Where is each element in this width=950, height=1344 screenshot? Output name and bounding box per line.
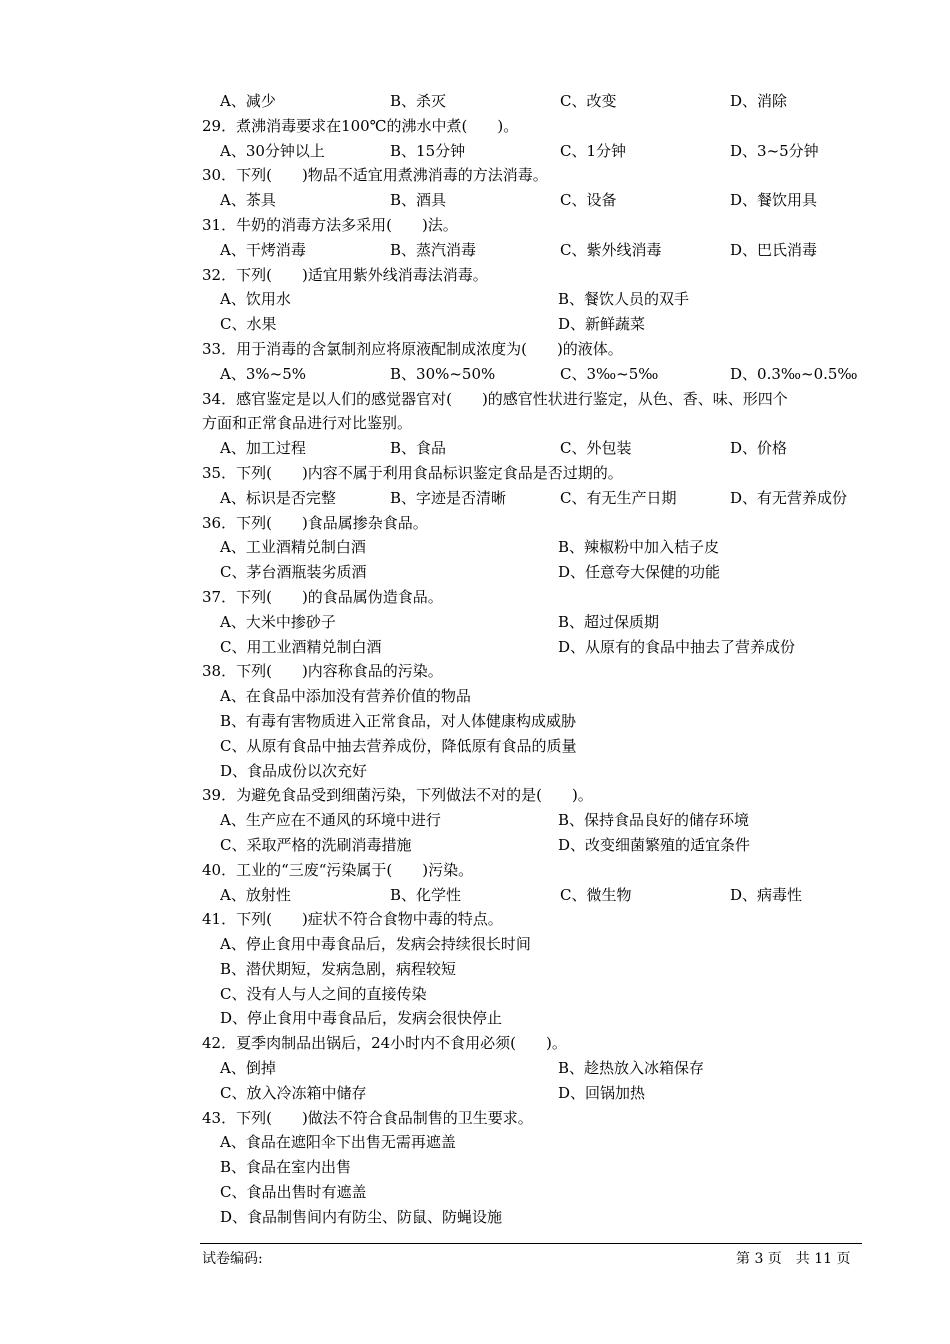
option-line: D、食品成份以次充好 xyxy=(220,761,368,780)
option-choice: A、标识是否完整 xyxy=(220,488,336,507)
question-text: 35．下列( )内容不属于利用食品标识鉴定食品是否过期的。 xyxy=(202,463,623,482)
option-choice: C、改变 xyxy=(560,92,617,110)
option-line: C、从原有食品中抽去营养成份，降低原有食品的质量 xyxy=(220,736,577,755)
option-line: C、食品出售时有遮盖 xyxy=(220,1183,367,1202)
options-row xyxy=(202,89,862,114)
options-row xyxy=(202,312,862,337)
option-choice: D、回锅加热 xyxy=(558,1083,646,1102)
option-line: A、停止食用中毒食品后，发病会持续很长时间 xyxy=(220,935,531,954)
option-choice: A、生产应在不通风的环境中进行 xyxy=(220,811,441,830)
option-choice: D、病毒性 xyxy=(730,885,803,904)
option-choice: B、辣椒粉中加入桔子皮 xyxy=(558,538,720,557)
option-choice: C、茅台酒瓶装劣质酒 xyxy=(220,563,367,582)
option-choice: B、15分钟 xyxy=(390,141,466,160)
question-text: 34．感官鉴定是以人们的感觉器官对( )的感官性状进行鉴定，从色、香、味、形四个 xyxy=(202,389,788,408)
question-text: 37．下列( )的食品属伪造食品。 xyxy=(202,587,443,606)
option-choice: A、大米中掺砂子 xyxy=(220,612,336,631)
option-choice: C、设备 xyxy=(560,191,617,210)
option-choice: B、杀灭 xyxy=(390,92,447,110)
question-text: 33．用于消毒的含氯制剂应将原液配制成浓度为( )的液体。 xyxy=(202,339,623,358)
options-row xyxy=(202,833,862,858)
option-choice: D、3~5分钟 xyxy=(730,141,819,160)
options-row xyxy=(202,188,862,213)
options-row xyxy=(202,535,862,560)
option-choice: C、1分钟 xyxy=(560,141,627,160)
options-row xyxy=(202,486,862,511)
question-text: 41．下列( )症状不符合食物中毒的特点。 xyxy=(202,910,503,929)
option-choice: D、价格 xyxy=(730,439,788,458)
option-choice: A、茶具 xyxy=(220,191,276,210)
options-row xyxy=(202,610,862,635)
option-choice: B、蒸汽消毒 xyxy=(390,240,477,259)
option-choice: B、酒具 xyxy=(390,191,447,210)
option-choice: A、加工过程 xyxy=(220,439,306,458)
question-text: 29．煮沸消毒要求在100℃的沸水中煮( )。 xyxy=(202,116,519,135)
option-choice: D、改变细菌繁殖的适宜条件 xyxy=(558,835,751,854)
options-row xyxy=(202,436,862,461)
option-choice: B、超过保质期 xyxy=(558,612,660,631)
option-line: D、食品制售间内有防尘、防鼠、防蝇设施 xyxy=(220,1207,503,1226)
question-text: 方面和正常食品进行对比鉴别。 xyxy=(202,414,413,433)
question-list xyxy=(202,89,862,1230)
option-choice: C、3‰~5‰ xyxy=(560,364,659,383)
option-choice: A、干烤消毒 xyxy=(220,240,306,259)
option-choice: D、餐饮用具 xyxy=(730,191,818,210)
option-choice: D、任意夸大保健的功能 xyxy=(558,563,721,582)
options-row xyxy=(202,883,862,908)
option-choice: D、0.3‰~0.5‰ xyxy=(730,364,858,383)
option-choice: A、倒掉 xyxy=(220,1059,276,1078)
option-choice: A、减少 xyxy=(220,92,276,110)
option-choice: D、有无营养成份 xyxy=(730,488,848,507)
question-text: 36．下列( )食品属掺杂食品。 xyxy=(202,513,428,532)
question-text: 32．下列( )适宜用紫外线消毒法消毒。 xyxy=(202,265,488,284)
options-row xyxy=(202,1081,862,1106)
options-row xyxy=(202,287,862,312)
option-choice: D、从原有的食品中抽去了营养成份 xyxy=(558,637,796,656)
footer-page-number: 第 3 页 共 11 页 xyxy=(736,1251,851,1267)
option-choice: B、保持食品良好的储存环境 xyxy=(558,811,750,830)
option-line: C、没有人与人之间的直接传染 xyxy=(220,984,427,1003)
question-text: 30．下列( )物品不适宜用煮沸消毒的方法消毒。 xyxy=(202,166,548,185)
options-row xyxy=(202,238,862,263)
option-choice: C、放入冷冻箱中储存 xyxy=(220,1083,367,1102)
option-choice: A、30分钟以上 xyxy=(220,141,325,160)
option-line: B、潜伏期短，发病急剧，病程较短 xyxy=(220,959,457,978)
option-line: B、有毒有害物质进入正常食品，对人体健康构成威胁 xyxy=(220,711,577,730)
option-choice: B、30%~50% xyxy=(390,364,496,383)
option-choice: C、微生物 xyxy=(560,885,632,904)
option-choice: A、饮用水 xyxy=(220,290,291,309)
footer-divider xyxy=(200,1243,862,1244)
option-choice: C、外包装 xyxy=(560,439,632,458)
option-choice: A、工业酒精兑制白酒 xyxy=(220,538,366,557)
option-choice: D、巴氏消毒 xyxy=(730,240,818,259)
option-choice: C、水果 xyxy=(220,315,277,334)
options-row xyxy=(202,560,862,585)
options-row xyxy=(202,635,862,660)
question-text: 42．夏季肉制品出锅后，24小时内不食用必须( )。 xyxy=(202,1034,567,1053)
option-line: B、食品在室内出售 xyxy=(220,1158,352,1177)
option-choice: B、餐饮人员的双手 xyxy=(558,290,690,309)
question-text: 40．工业的“三废“污染属于( )污染。 xyxy=(202,860,474,879)
option-choice: A、放射性 xyxy=(220,885,291,904)
option-choice: C、紫外线消毒 xyxy=(560,240,662,259)
option-choice: C、用工业酒精兑制白酒 xyxy=(220,637,382,656)
options-row xyxy=(202,1056,862,1081)
options-row xyxy=(202,808,862,833)
option-choice: A、3%~5% xyxy=(220,364,306,383)
option-line: A、在食品中添加没有营养价值的物品 xyxy=(220,687,471,706)
option-choice: B、趁热放入冰箱保存 xyxy=(558,1059,705,1078)
footer-paper-code: 试卷编码: xyxy=(202,1251,263,1267)
option-choice: B、字迹是否清晰 xyxy=(390,488,507,507)
option-line: D、停止食用中毒食品后，发病会很快停止 xyxy=(220,1009,503,1028)
option-choice: D、消除 xyxy=(730,92,788,110)
options-row xyxy=(202,139,862,164)
option-choice: D、新鲜蔬菜 xyxy=(558,315,646,334)
option-choice: B、食品 xyxy=(390,439,447,458)
options-row xyxy=(202,362,862,387)
question-text: 38．下列( )内容称食品的污染。 xyxy=(202,662,443,681)
option-choice: C、采取严格的洗刷消毒措施 xyxy=(220,835,412,854)
question-text: 43．下列( )做法不符合食品制售的卫生要求。 xyxy=(202,1108,533,1127)
question-text: 39．为避免食品受到细菌污染，下列做法不对的是( )。 xyxy=(202,786,593,805)
option-choice: B、化学性 xyxy=(390,885,462,904)
option-choice: C、有无生产日期 xyxy=(560,488,677,507)
option-line: A、食品在遮阳伞下出售无需再遮盖 xyxy=(220,1133,456,1152)
question-text: 31．牛奶的消毒方法多采用( )法。 xyxy=(202,215,458,234)
